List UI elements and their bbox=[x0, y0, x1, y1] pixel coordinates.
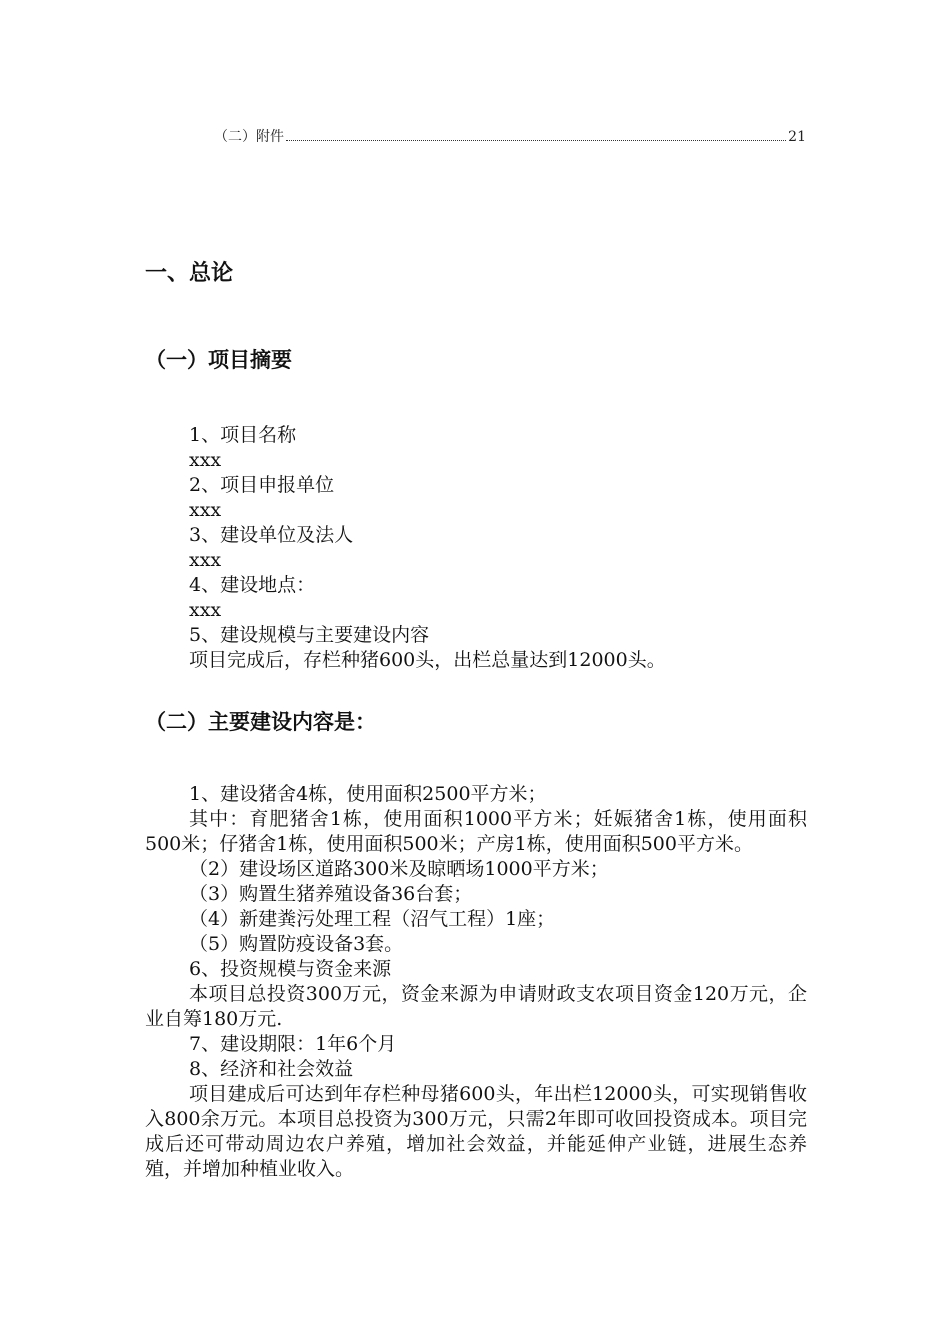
sub-item: （2）建设场区道路300米及晾晒场1000平方米； bbox=[189, 858, 609, 880]
sub-item: （5）购置防疫设备3套。 bbox=[189, 933, 404, 955]
summary-line: xxx bbox=[189, 549, 222, 571]
summary-line: xxx bbox=[189, 599, 222, 621]
toc-entry-appendix[interactable] bbox=[214, 126, 806, 146]
summary-line: xxx bbox=[189, 499, 222, 521]
item-7: 7、建设期限：1年6个月 bbox=[189, 1033, 397, 1055]
summary-line: 4、建设地点： bbox=[189, 574, 316, 596]
summary-line: xxx bbox=[189, 449, 222, 471]
construction-content bbox=[145, 782, 807, 1182]
summary-list bbox=[145, 423, 807, 673]
toc-leader-dots bbox=[286, 140, 786, 141]
summary-line: 3、建设单位及法人 bbox=[189, 524, 354, 546]
item-8-text: 项目建成后可达到年存栏种母猪600头，年出栏12000头，可实现销售收入800余万元。本项目总投资为300万元，只需2年即可收回投资成本。项目完成后还可带动周边农户养殖，增加社会效益，并能延伸产业链，进展生态养殖，并增加种植业收入。 bbox=[145, 1083, 807, 1180]
toc-page-number: 21 bbox=[788, 129, 806, 145]
sub-item: （4）新建粪污处理工程（沼气工程）1座； bbox=[189, 908, 556, 930]
item-1: 1、建设猪舍4栋，使用面积2500平方米； bbox=[189, 783, 547, 805]
item-6-text: 本项目总投资300万元，资金来源为申请财政支农项目资金120万元，企业自筹180万元. bbox=[145, 983, 807, 1030]
item-1-detail: 其中：育肥猪舍1栋，使用面积1000平方米；妊娠猪舍1栋，使用面积500米；仔猪舍1栋，使用面积500米；产房1栋，使用面积500平方米。 bbox=[145, 808, 807, 855]
summary-line: 2、项目申报单位 bbox=[189, 474, 335, 496]
summary-line: 1、项目名称 bbox=[189, 424, 297, 446]
item-8: 8、经济和社会效益 bbox=[189, 1058, 354, 1080]
item-6: 6、投资规模与资金来源 bbox=[189, 958, 392, 980]
chapter-heading: 一、总论 bbox=[145, 261, 234, 286]
summary-line: 项目完成后，存栏种猪600头，出栏总量达到12000头。 bbox=[189, 649, 666, 671]
toc-label: （二）附件 bbox=[214, 129, 284, 145]
section-heading-construction: （二）主要建设内容是： bbox=[145, 710, 376, 734]
section-heading-summary: （一）项目摘要 bbox=[145, 348, 292, 372]
sub-item: （3）购置生猪养殖设备36台套； bbox=[189, 883, 473, 905]
summary-line: 5、建设规模与主要建设内容 bbox=[189, 624, 430, 646]
